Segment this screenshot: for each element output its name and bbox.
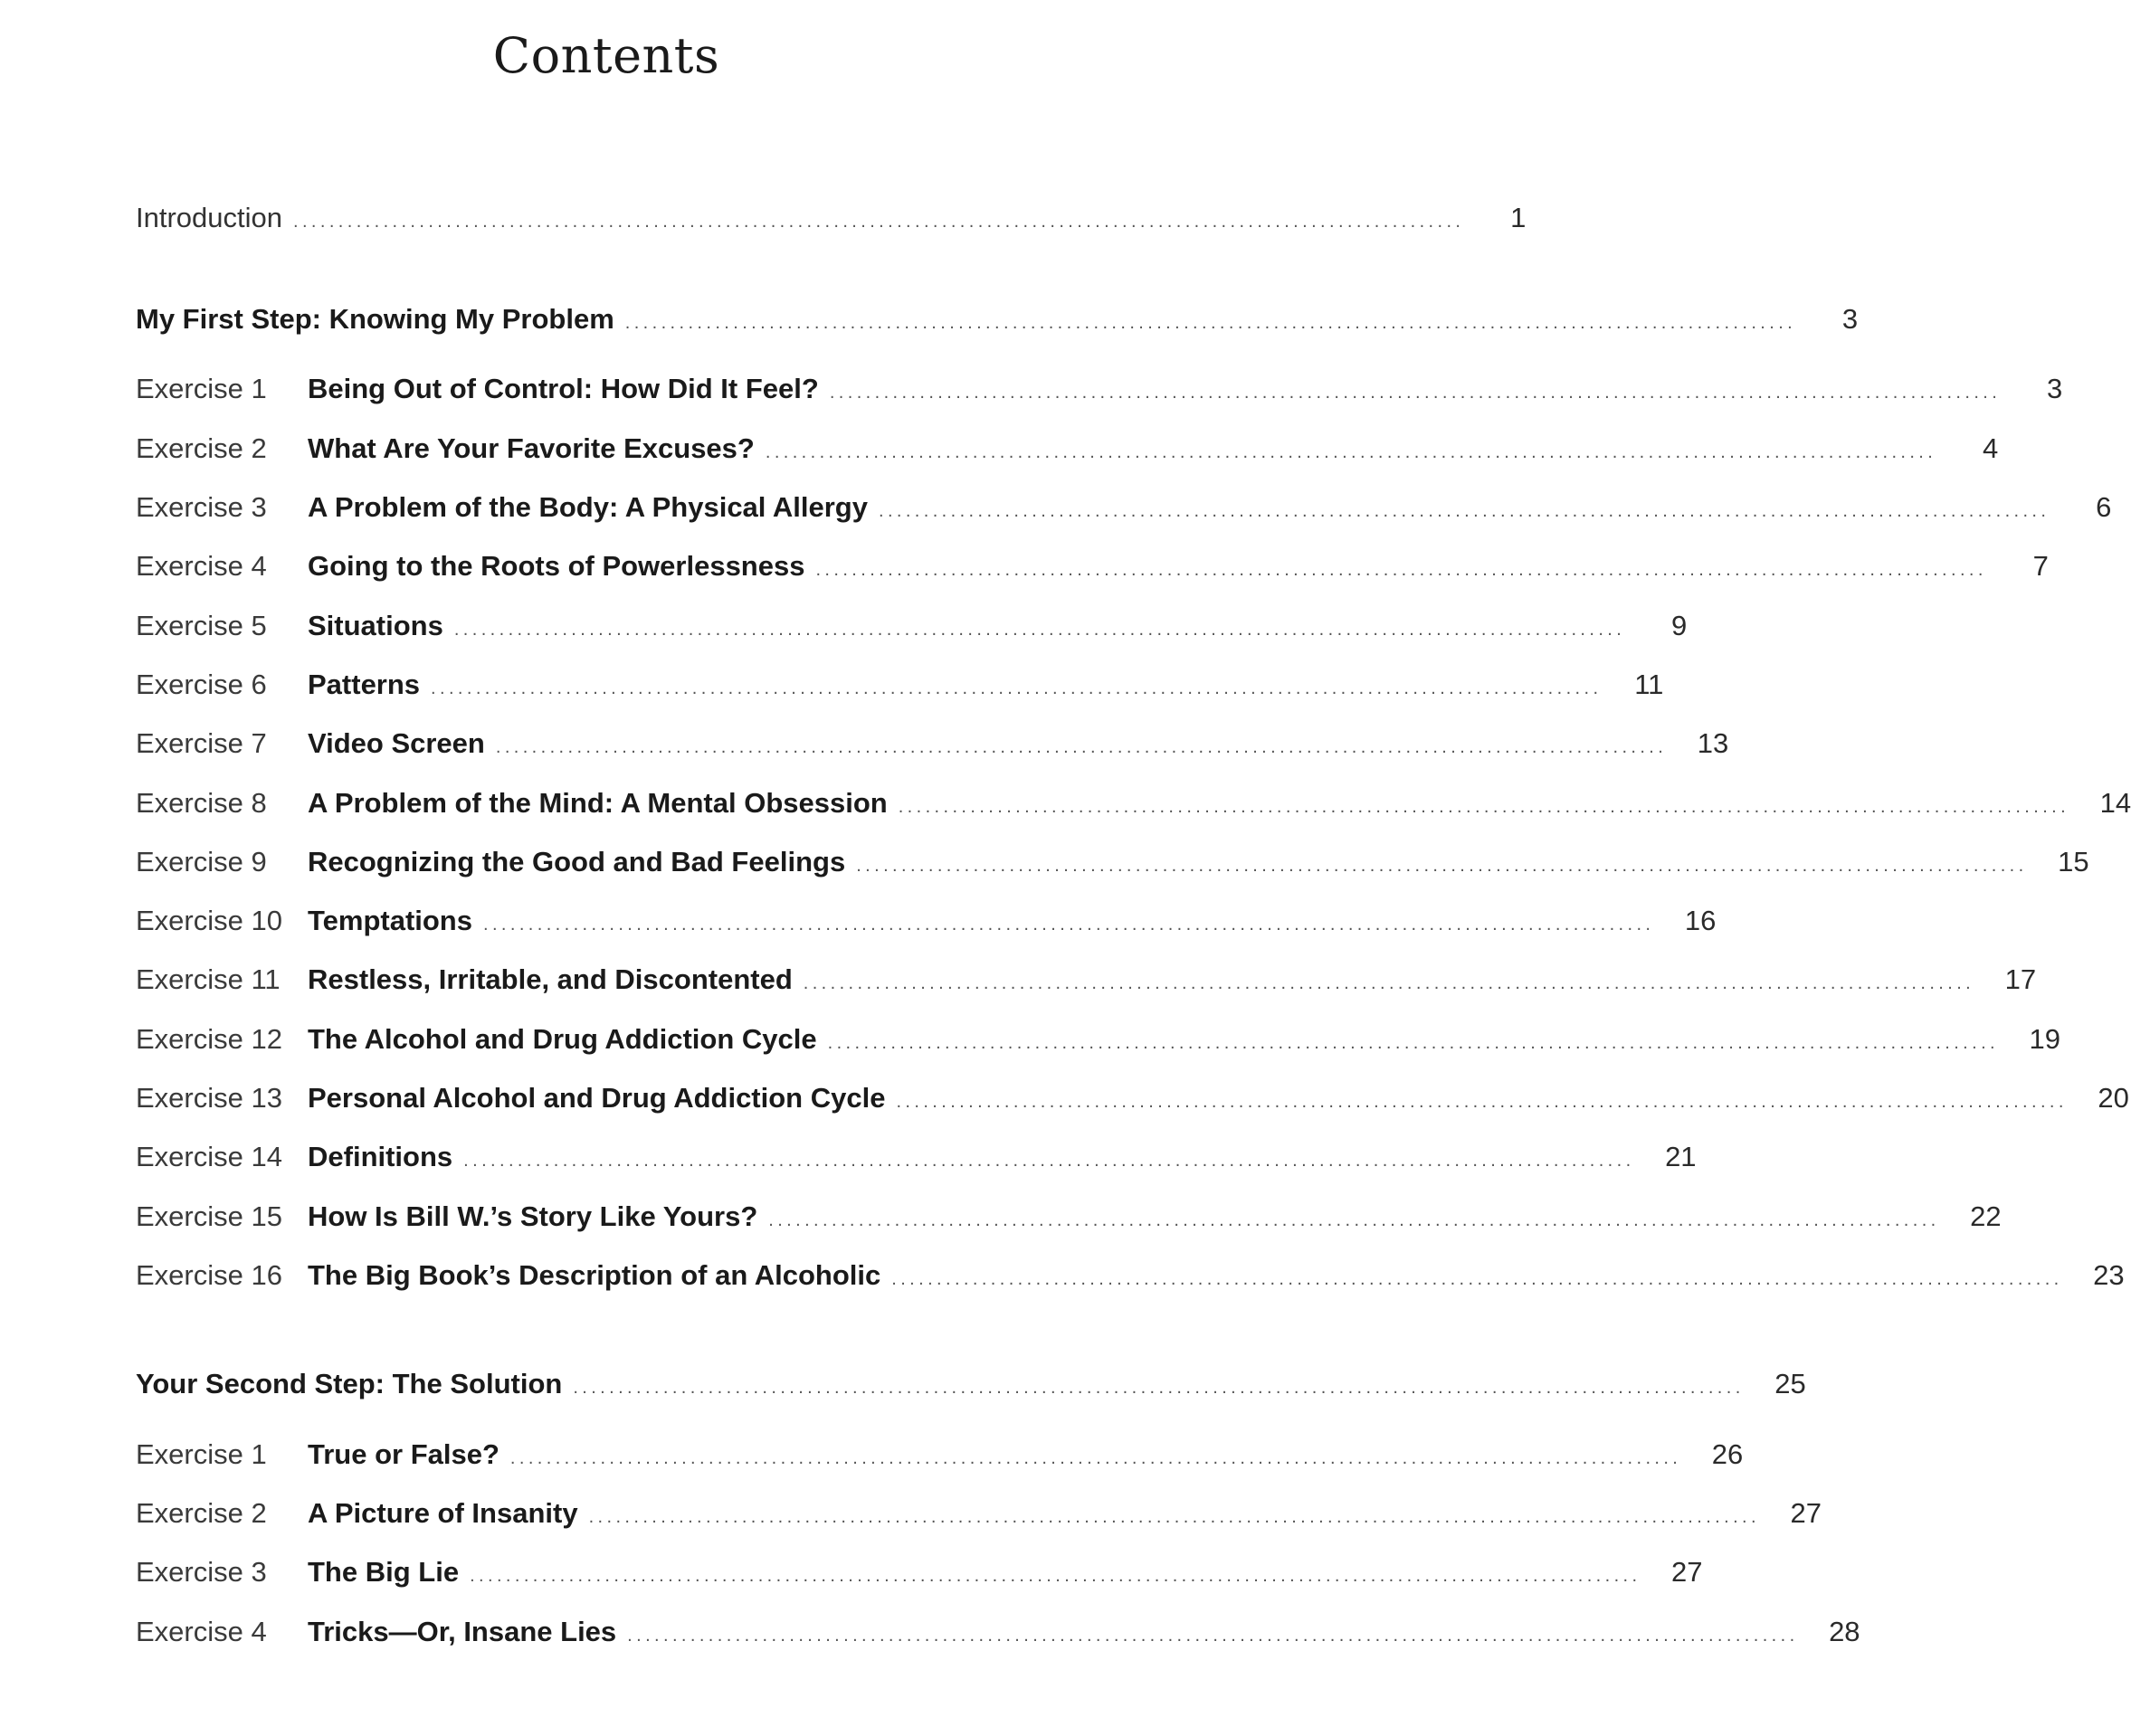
entry-title: Being Out of Control: How Did It Feel? (308, 373, 819, 404)
exercise-number: Exercise 9 (136, 846, 267, 877)
entry-title: Personal Alcohol and Drug Addiction Cycle (308, 1082, 886, 1114)
page-number: 22 (1970, 1200, 2002, 1232)
exercise-number: Exercise 8 (136, 787, 267, 819)
toc-exercise-entry (136, 901, 1717, 941)
toc-section-heading (136, 1364, 1806, 1404)
page-number: 20 (2098, 1082, 2129, 1114)
entry-title: A Problem of the Body: A Physical Allergy (308, 491, 868, 523)
entry-title: Tricks—Or, Insane Lies (308, 1616, 617, 1647)
exercise-number: Exercise 7 (136, 727, 267, 759)
toc-introduction-entry (136, 198, 1527, 238)
toc-exercise-entry (136, 546, 2049, 586)
entry-title: Your Second Step: The Solution (136, 1368, 563, 1399)
exercise-number: Exercise 2 (136, 432, 267, 464)
toc-exercise-entry (136, 1435, 1744, 1475)
exercise-number: Exercise 11 (136, 963, 281, 995)
toc-exercise-entry (136, 1197, 2002, 1237)
page-number: 25 (1774, 1368, 1806, 1399)
toc-exercise-entry (136, 488, 2112, 527)
entry-title: How Is Bill W.’s Story Like Yours? (308, 1200, 758, 1232)
page-number: 1 (1510, 202, 1527, 233)
toc-exercise-entry (136, 960, 2037, 1000)
dot-leader: .................................................................................................................................. (898, 797, 2070, 817)
dot-leader: .................................................................................................................................. (765, 442, 1937, 462)
dot-leader: .................................................................................................................................. (878, 501, 2050, 521)
exercise-number: Exercise 4 (136, 550, 267, 582)
entry-title: Patterns (308, 669, 421, 700)
entry-title: Situations (308, 610, 443, 641)
page-number: 6 (2096, 491, 2112, 523)
exercise-number: Exercise 16 (136, 1259, 282, 1291)
exercise-number: Exercise 13 (136, 1082, 282, 1114)
toc-exercise-entry (136, 724, 1729, 764)
toc-exercise-entry (136, 1552, 1703, 1592)
dot-leader: .................................................................................................................................. (627, 1626, 1799, 1646)
entry-title: A Picture of Insanity (308, 1497, 578, 1529)
page-number: 17 (2004, 963, 2037, 995)
dot-leader: .................................................................................................................................. (495, 737, 1668, 757)
dot-leader: .................................................................................................................................. (815, 560, 1987, 580)
toc-exercise-entry (136, 1020, 2060, 1059)
toc-exercise-entry (136, 842, 2089, 882)
dot-leader: .................................................................................................................................. (829, 383, 2002, 403)
exercise-number: Exercise 14 (136, 1141, 282, 1172)
page-number: 4 (1982, 432, 1999, 464)
dot-leader: .................................................................................................................................. (803, 973, 1975, 993)
toc-exercise-entry (136, 429, 1999, 469)
entry-title: Restless, Irritable, and Discontented (308, 963, 793, 995)
entry-title: Introduction (136, 202, 282, 233)
exercise-number: Exercise 5 (136, 610, 267, 641)
entry-title: Temptations (308, 905, 472, 936)
exercise-number: Exercise 3 (136, 491, 267, 523)
page-number: 19 (2029, 1023, 2060, 1055)
entry-title: Definitions (308, 1141, 453, 1172)
entry-title: What Are Your Favorite Excuses? (308, 432, 755, 464)
toc-exercise-entry (136, 1494, 1822, 1533)
entry-title: A Problem of the Mind: A Mental Obsession (308, 787, 888, 819)
page-number: 3 (2046, 373, 2063, 404)
entry-title: Going to the Roots of Powerlessness (308, 550, 805, 582)
page-number: 13 (1697, 727, 1729, 759)
exercise-number: Exercise 1 (136, 373, 267, 404)
exercise-number: Exercise 1 (136, 1438, 267, 1470)
exercise-number: Exercise 3 (136, 1556, 267, 1588)
entry-title: The Alcohol and Drug Addiction Cycle (308, 1023, 817, 1055)
page-number: 16 (1684, 905, 1717, 936)
dot-leader: .................................................................................................................................. (509, 1448, 1682, 1468)
page-number: 21 (1665, 1141, 1697, 1172)
page-number: 27 (1670, 1556, 1703, 1588)
exercise-number: Exercise 12 (136, 1023, 282, 1055)
toc-exercise-entry (136, 783, 2131, 823)
exercise-number: Exercise 15 (136, 1200, 282, 1232)
dot-leader: .................................................................................................................................. (588, 1507, 1760, 1527)
page-number: 11 (1634, 669, 1664, 700)
page-number: 7 (2032, 550, 2049, 582)
entry-title: The Big Book’s Description of an Alcoholic (308, 1259, 881, 1291)
dot-leader: .................................................................................................................................. (827, 1033, 1999, 1053)
dot-leader: .................................................................................................................................. (768, 1210, 1940, 1230)
toc-exercise-entry (136, 1078, 2129, 1118)
page-number: 27 (1790, 1497, 1822, 1529)
dot-leader: .................................................................................................................................. (573, 1378, 1745, 1398)
dot-leader: .................................................................................................................................. (470, 1566, 1641, 1586)
page-number: 28 (1829, 1616, 1860, 1647)
page-number: 3 (1841, 303, 1859, 335)
dot-leader: .................................................................................................................................. (483, 915, 1655, 934)
dot-leader: .................................................................................................................................. (431, 678, 1603, 698)
dot-leader: .................................................................................................................................. (293, 212, 1465, 232)
exercise-number: Exercise 10 (136, 905, 282, 936)
toc-exercise-entry (136, 1612, 1860, 1652)
toc-exercise-entry (136, 1256, 2125, 1295)
dot-leader: .................................................................................................................................. (856, 856, 2028, 876)
exercise-number: Exercise 4 (136, 1616, 267, 1647)
page-number: 15 (2058, 846, 2089, 877)
page-number: 26 (1711, 1438, 1744, 1470)
dot-leader: .................................................................................................................................. (896, 1092, 2068, 1112)
page-number: 23 (2093, 1259, 2125, 1291)
exercise-number: Exercise 2 (136, 1497, 267, 1529)
entry-title: My First Step: Knowing My Problem (136, 303, 614, 335)
entry-title: True or False? (308, 1438, 499, 1470)
dot-leader: .................................................................................................................................. (463, 1151, 1635, 1171)
toc-section-heading (136, 299, 1859, 339)
page-number: 9 (1670, 610, 1688, 641)
page-number: 14 (2099, 787, 2131, 819)
dot-leader: .................................................................................................................................. (891, 1269, 2063, 1289)
toc-exercise-entry (136, 606, 1688, 646)
toc-exercise-entry (136, 1137, 1697, 1177)
toc-exercise-entry (136, 369, 2063, 409)
dot-leader: .................................................................................................................................. (453, 620, 1626, 640)
dot-leader: .................................................................................................................................. (624, 313, 1797, 333)
entry-title: Video Screen (308, 727, 485, 759)
exercise-number: Exercise 6 (136, 669, 267, 700)
toc-exercise-entry (136, 665, 1664, 705)
page-title: Contents (492, 27, 720, 84)
entry-title: The Big Lie (308, 1556, 460, 1588)
entry-title: Recognizing the Good and Bad Feelings (308, 846, 846, 877)
